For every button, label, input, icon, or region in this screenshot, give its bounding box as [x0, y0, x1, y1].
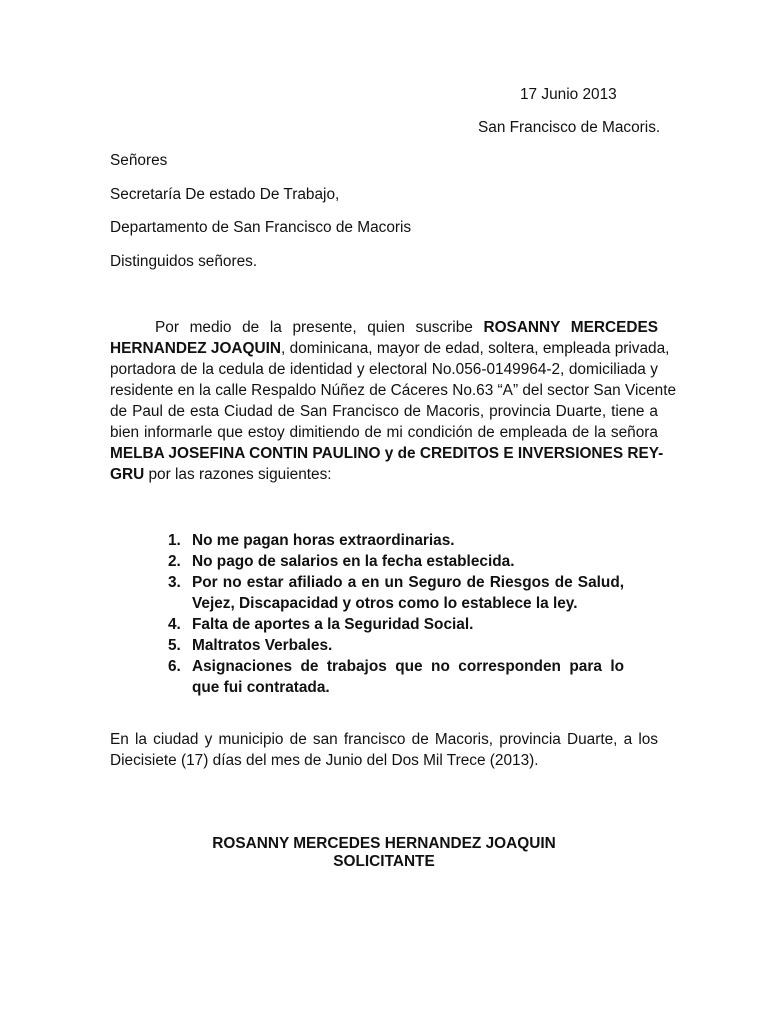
recipient-line: Secretaría De estado De Trabajo, — [110, 186, 340, 203]
body-line: residente en la calle Respaldo Núñez de Cáceres No.63 “A” del sector San Vicente — [110, 382, 677, 399]
closing-paragraph — [110, 729, 658, 771]
salutation: Distinguidos señores. — [110, 253, 258, 270]
body-line: de Paul de esta Ciudad de San Francisco de Macoris, provincia Duarte, tiene a — [110, 403, 658, 420]
body-line: bien informarle que estoy dimitiendo de mi condición de empleada de la señora — [110, 424, 658, 441]
signer-name-bold: ROSANNY MERCEDES — [483, 319, 658, 336]
reasons-list — [168, 530, 624, 698]
recipient-line: Señores — [110, 152, 168, 169]
list-item — [168, 614, 624, 635]
recipient-line: Departamento de San Francisco de Macoris — [110, 219, 412, 236]
body-line: HERNANDEZ JOAQUIN, dominicana, mayor de edad, soltera, empleada privada, — [110, 340, 670, 357]
body-line — [110, 443, 664, 464]
employer-name-bold: GRU — [110, 466, 145, 483]
signature-name: ROSANNY MERCEDES HERNANDEZ JOAQUIN — [212, 835, 556, 852]
body-line: GRU por las razones siguientes: — [110, 466, 332, 483]
list-item — [168, 530, 624, 551]
list-number: 2. — [168, 553, 181, 570]
closing-line: Diecisiete (17) días del mes de Junio del Dos Mil Trece (2013). — [110, 752, 539, 769]
list-number: 5. — [168, 637, 181, 654]
list-item — [168, 656, 624, 698]
list-text: No me pagan horas extraordinarias. — [192, 532, 455, 549]
list-text: Asignaciones de trabajos que no corresponden para lo que fui contratada. — [192, 658, 624, 696]
list-number: 4. — [168, 616, 181, 633]
list-text: Por no estar afiliado a en un Seguro de Riesgos de Salud, Vejez, Discapacidad y otros como lo establece la ley. — [192, 574, 624, 612]
list-item — [168, 551, 624, 572]
list-item — [168, 635, 624, 656]
list-item — [168, 572, 624, 614]
body-paragraph — [110, 317, 677, 485]
signature-block — [110, 835, 658, 871]
signer-name-bold: HERNANDEZ JOAQUIN — [110, 340, 282, 357]
employer-name-bold: MELBA JOSEFINA CONTIN PAULINO y de CREDITOS E INVERSIONES REY- — [110, 445, 664, 462]
list-text: Maltratos Verbales. — [192, 637, 333, 654]
signature-role: SOLICITANTE — [333, 853, 435, 870]
closing-line: En la ciudad y municipio de san francisco de Macoris, provincia Duarte, a los — [110, 731, 658, 748]
list-number: 3. — [168, 574, 181, 591]
list-text: Falta de aportes a la Seguridad Social. — [192, 616, 474, 633]
list-number: 1. — [168, 532, 181, 549]
letter-city: San Francisco de Macoris. — [478, 119, 661, 136]
list-text: No pago de salarios en la fecha establecida. — [192, 553, 515, 570]
body-line: Por medio de la presente, quien suscribe ROSANNY MERCEDES — [155, 319, 658, 336]
letter-date: 17 Junio 2013 — [520, 86, 617, 103]
list-number: 6. — [168, 658, 181, 675]
body-line: portadora de la cedula de identidad y electoral No.056-0149964-2, domiciliada y — [110, 361, 658, 378]
